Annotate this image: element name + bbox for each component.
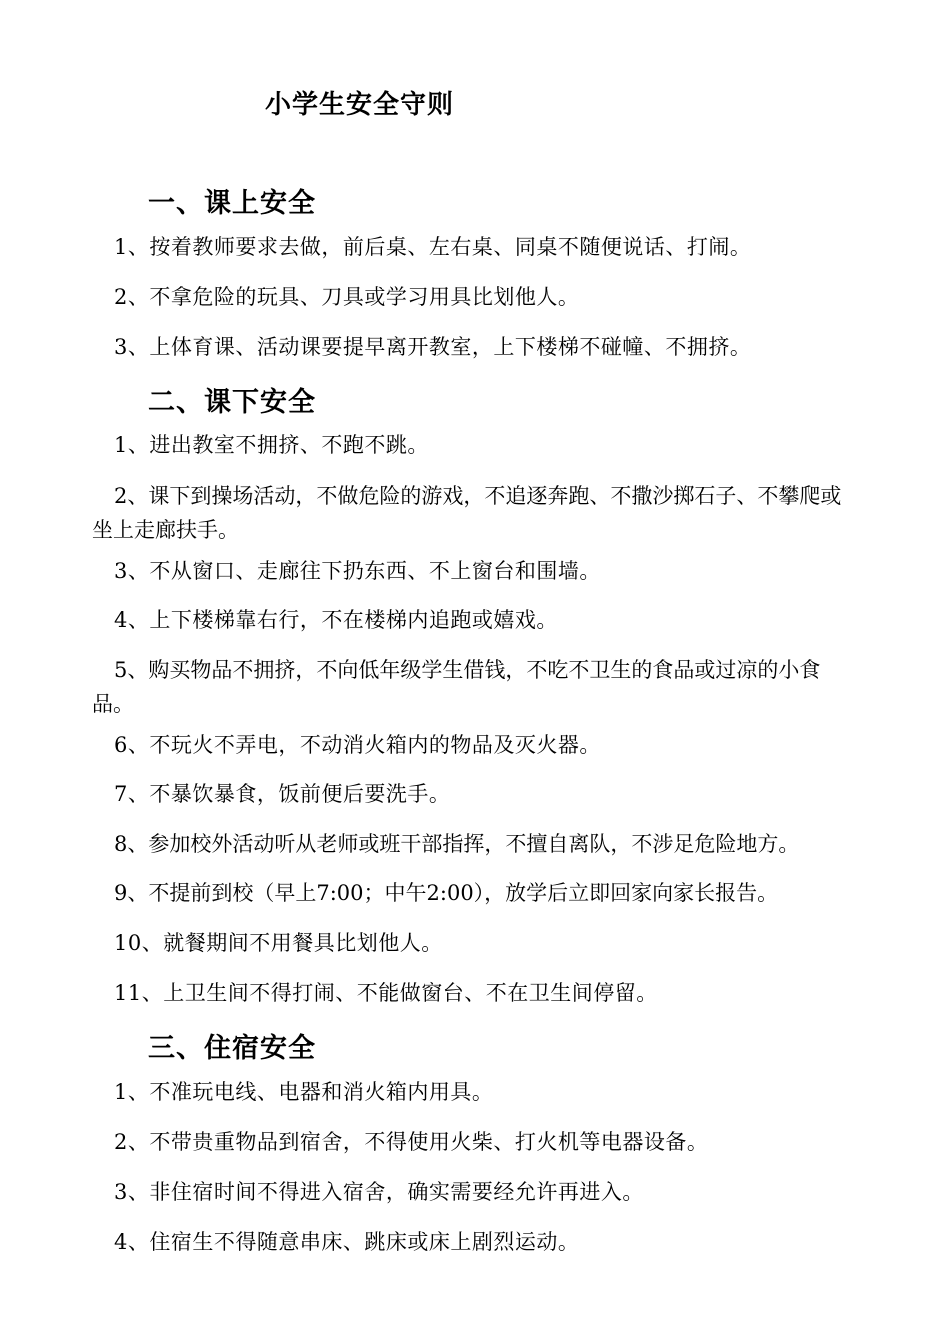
list-item: 2、课下到操场活动，不做危险的游戏，不追逐奔跑、不撒沙掷石子、不攀爬或坐上走廊扶手。	[92, 484, 842, 542]
list-item: 1、按着教师要求去做，前后桌、左右桌、同桌不随便说话、打闹。	[114, 235, 752, 259]
list-item: 2、不拿危险的玩具、刀具或学习用具比划他人。	[114, 285, 580, 309]
list-item: 10、就餐期间不用餐具比划他人。	[114, 931, 443, 955]
section-heading-dorm-safety: 三、住宿安全	[148, 1033, 316, 1064]
list-item: 3、不从窗口、走廊往下扔东西、不上窗台和围墙。	[114, 559, 601, 583]
list-item: 3、上体育课、活动课要提早离开教室，上下楼梯不碰幢、不拥挤。	[114, 335, 752, 359]
section-heading-break-safety: 二、课下安全	[148, 387, 316, 418]
list-item: 5、购买物品不拥挤，不向低年级学生借钱，不吃不卫生的食品或过凉的小食品。	[92, 658, 821, 716]
list-item: 11、上卫生间不得打闹、不能做窗台、不在卫生间停留。	[114, 981, 658, 1005]
section-heading-class-safety: 一、课上安全	[148, 188, 316, 219]
list-item: 2、不带贵重物品到宿舍，不得使用火柴、打火机等电器设备。	[114, 1130, 709, 1154]
list-item: 1、进出教室不拥挤、不跑不跳。	[114, 433, 429, 457]
list-item: 6、不玩火不弄电，不动消火箱内的物品及灭火器。	[114, 733, 601, 757]
list-item: 3、非住宿时间不得进入宿舍，确实需要经允许再进入。	[114, 1180, 644, 1204]
list-item: 8、参加校外活动听从老师或班干部指挥，不擅自离队，不涉足危险地方。	[114, 832, 800, 856]
list-item: 1、不准玩电线、电器和消火箱内用具。	[114, 1080, 494, 1104]
page-title: 小学生安全守则	[265, 90, 455, 120]
list-item: 7、不暴饮暴食，饭前便后要洗手。	[114, 782, 451, 806]
list-item: 9、不提前到校（早上7:00；中午2:00），放学后立即回家向家长报告。	[114, 881, 779, 905]
list-item: 4、住宿生不得随意串床、跳床或床上剧烈运动。	[114, 1230, 580, 1254]
list-item: 4、上下楼梯靠右行，不在楼梯内追跑或嬉戏。	[114, 608, 558, 632]
